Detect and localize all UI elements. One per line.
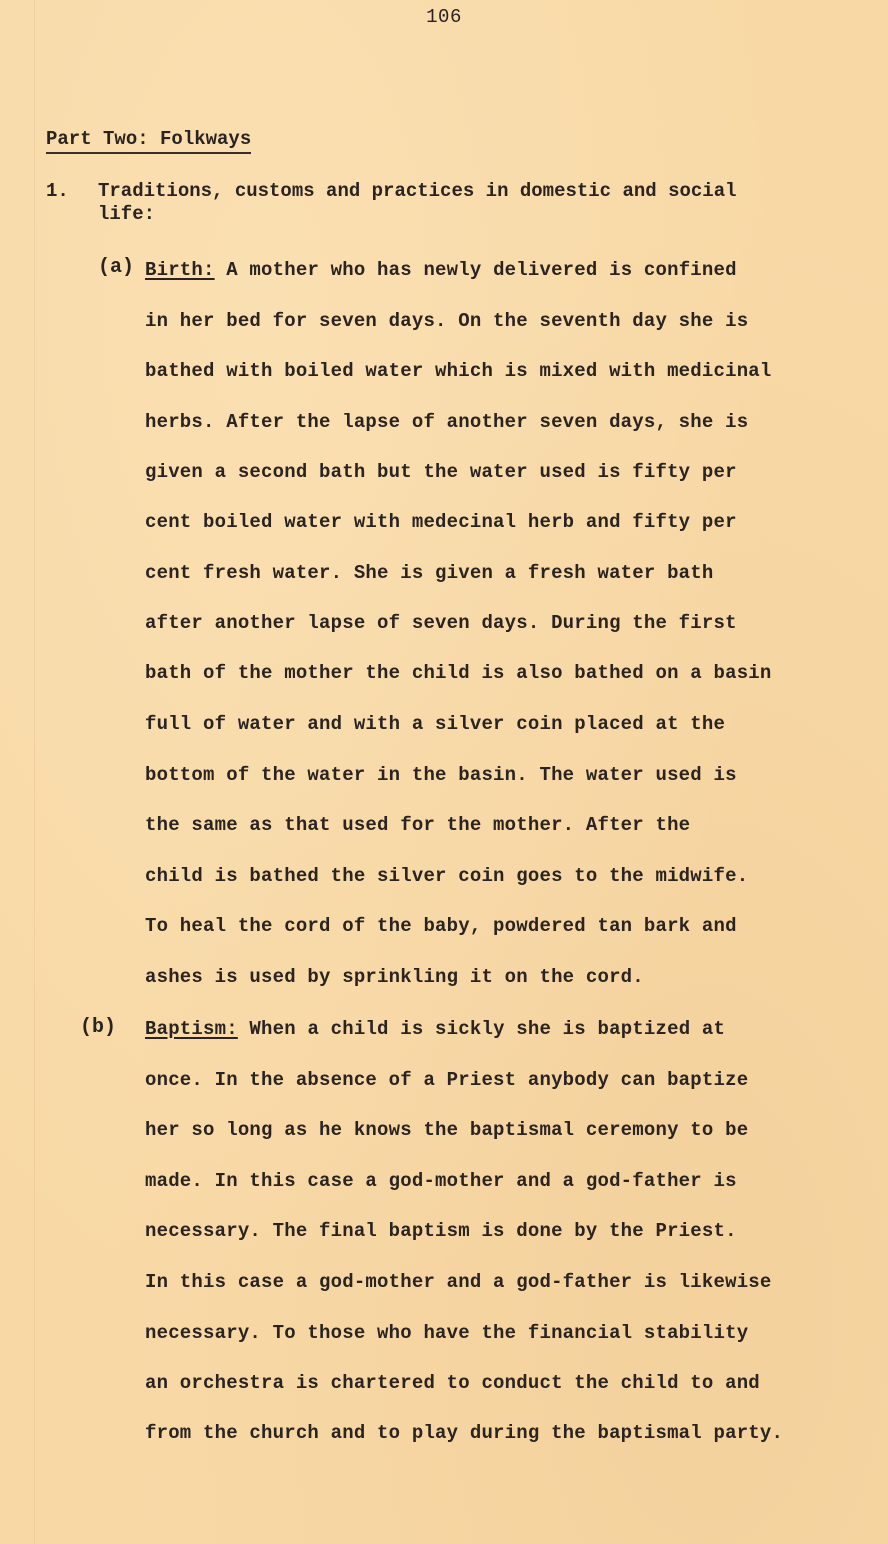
birth-line: cent fresh water. She is given a fresh water bath <box>145 562 714 584</box>
birth-line: herbs. After the lapse of another seven days, she is <box>145 411 749 433</box>
birth-line: child is bathed the silver coin goes to the midwife. <box>145 865 749 887</box>
baptism-first-line <box>145 1016 725 1042</box>
baptism-line: an orchestra is chartered to conduct the child to and <box>145 1372 760 1394</box>
baptism-first-line-text: When a child is sickly she is baptized at <box>237 1018 726 1040</box>
baptism-line: In this case a god-mother and a god-father is likewise <box>145 1271 772 1293</box>
page-number: 106 <box>426 6 462 28</box>
birth-line: bath of the mother the child is also bathed on a basin <box>145 662 772 684</box>
baptism-line: from the church and to play during the baptismal party. <box>145 1422 784 1444</box>
birth-line: after another lapse of seven days. During the first <box>145 612 737 634</box>
birth-term: Birth: <box>145 259 215 281</box>
subsection-marker-a: (a) <box>98 256 135 279</box>
baptism-line: made. In this case a god-mother and a god-father is <box>145 1170 737 1192</box>
baptism-term: Baptism: <box>145 1018 238 1040</box>
birth-line: in her bed for seven days. On the seventh day she is <box>145 310 749 332</box>
birth-first-line-text: A mother who has newly delivered is confined <box>214 259 737 281</box>
birth-line: cent boiled water with medecinal herb and fifty per <box>145 511 737 533</box>
baptism-line: her so long as he knows the baptismal ceremony to be <box>145 1119 749 1141</box>
birth-line: full of water and with a silver coin placed at the <box>145 713 726 735</box>
birth-line: bathed with boiled water which is mixed with medicinal <box>145 360 772 382</box>
item-title-line: life: <box>98 203 156 225</box>
birth-line: bottom of the water in the basin. The water used is <box>145 764 737 786</box>
baptism-line: once. In the absence of a Priest anybody can baptize <box>145 1069 749 1091</box>
birth-line: ashes is used by sprinkling it on the cord. <box>145 966 644 988</box>
birth-first-line <box>145 257 737 283</box>
baptism-line: necessary. To those who have the financial stability <box>145 1322 749 1344</box>
item-title-line: Traditions, customs and practices in domestic and social <box>98 180 737 202</box>
item-number: 1. <box>46 180 69 202</box>
item-title <box>98 180 818 226</box>
baptism-line: necessary. The final baptism is done by the Priest. <box>145 1220 737 1242</box>
birth-line: the same as that used for the mother. After the <box>145 814 691 836</box>
margin-rule <box>34 0 35 1544</box>
subsection-marker-b: (b) <box>80 1016 117 1039</box>
birth-line: To heal the cord of the baby, powdered tan bark and <box>145 915 737 937</box>
birth-line: given a second bath but the water used is fifty per <box>145 461 737 483</box>
section-heading: Part Two: Folkways <box>46 128 251 154</box>
